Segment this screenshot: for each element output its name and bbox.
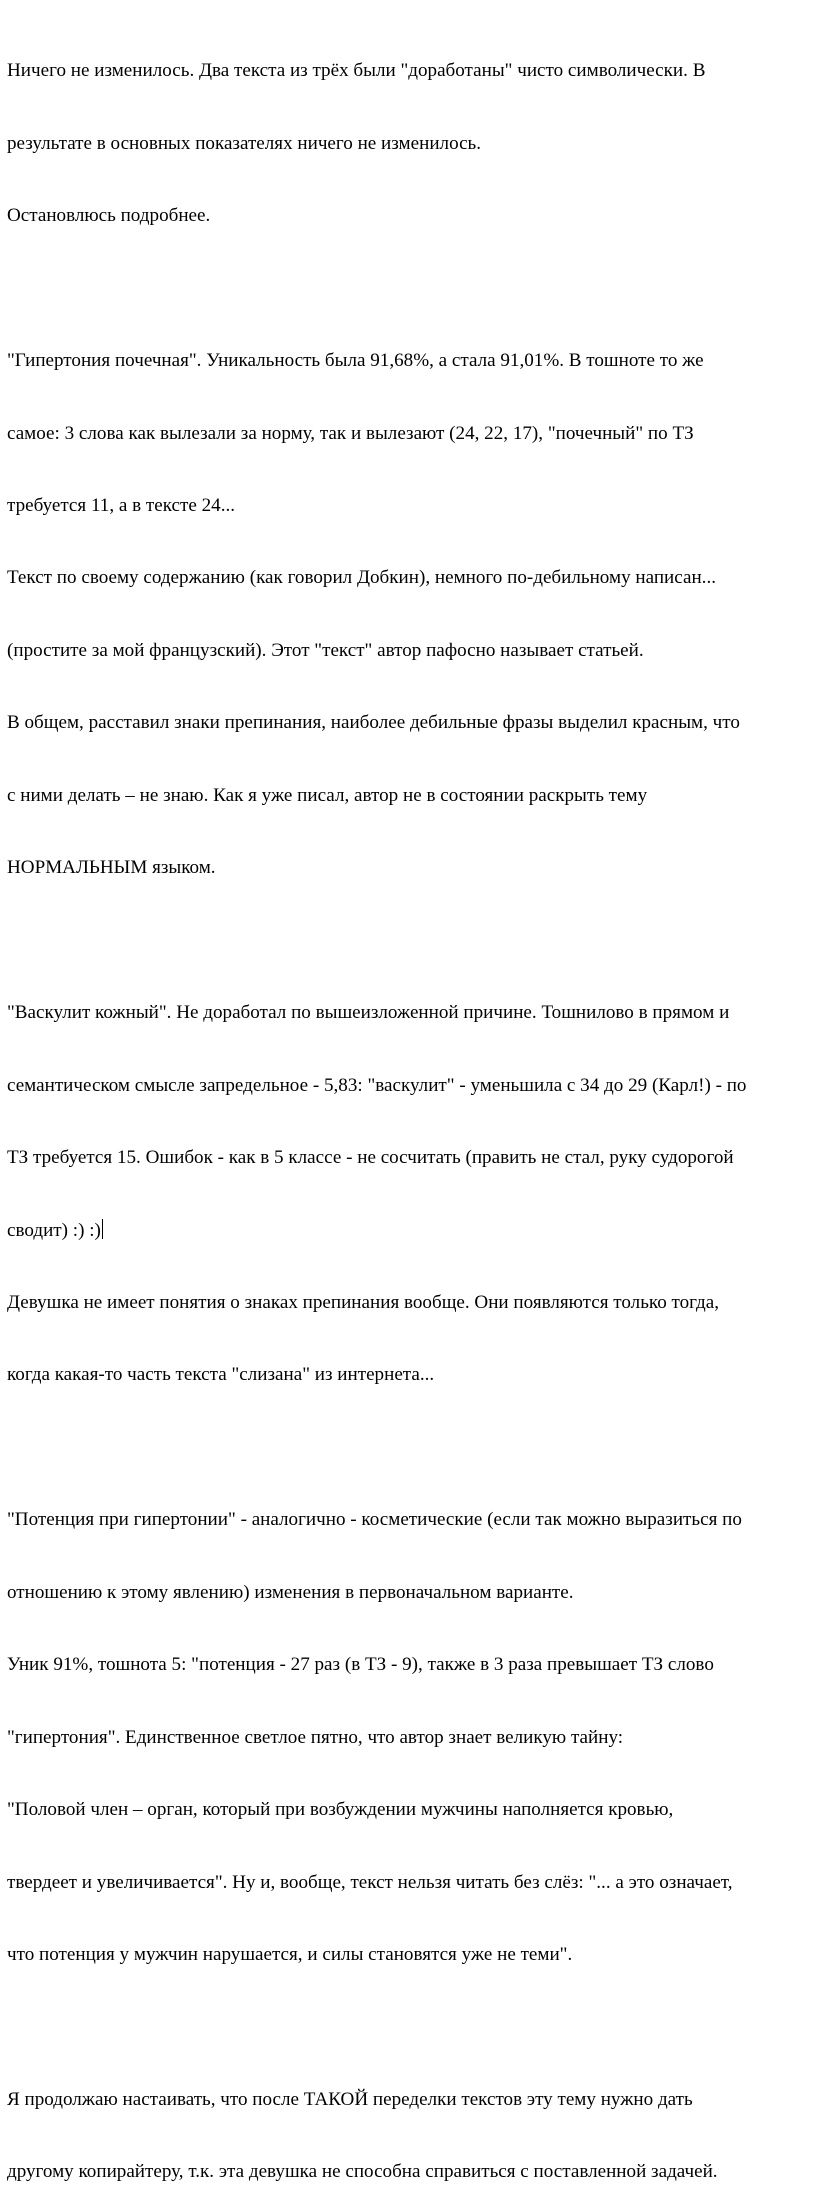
text-line-17: сводит) :) :)	[7, 1219, 101, 1241]
text-line-26: твердеет и увеличивается". Ну и, вообще, текст нельзя читать без слёз: "... а это означает,	[7, 1871, 733, 1893]
text-line-7: требуется 11, а в тексте 24...	[7, 495, 236, 517]
text-line-27: что потенция у мужчин нарушается, и силы становятся уже не теми".	[7, 1944, 573, 1966]
blank-line	[7, 1436, 819, 1460]
blank-line	[7, 929, 819, 953]
blank-line	[7, 277, 819, 301]
text-line-22: отношению к этому явлению) изменения в первоначальном варианте.	[7, 1581, 574, 1603]
text-line-15: семантическом смысле запредельное - 5,83: "васкулит" - уменьшила с 34 до 29 (Карл!) - по	[7, 1074, 747, 1096]
text-line-19: когда какая-то часть текста "слизана" из интернета...	[7, 1364, 435, 1386]
text-line-24: "гипертония". Единственное светлое пятно, что автор знает великую тайну:	[7, 1726, 624, 1748]
text-line-9: (простите за мой французский). Этот "текст" автор пафосно называет статьей.	[7, 639, 644, 661]
text-line-12: НОРМАЛЬНЫМ языком.	[7, 857, 216, 879]
blank-line	[7, 2016, 819, 2040]
document-body[interactable]	[7, 11, 819, 2209]
text-line-2: результате в основных показателях ничего не изменилось.	[7, 132, 482, 154]
text-line-10: В общем, расставил знаки препинания, наиболее дебильные фразы выделил красным, что	[7, 712, 740, 734]
text-line-5: "Гипертония почечная". Уникальность была 91,68%, а стала 91,01%. В тошноте то же	[7, 350, 704, 372]
text-line-3: Остановлюсь подробнее.	[7, 205, 211, 227]
text-line-17-with-caret	[7, 1219, 819, 1243]
text-line-14: "Васкулит кожный". Не доработал по вышеизложенной причине. Тошнилово в прямом и	[7, 1002, 730, 1024]
text-line-29: Я продолжаю настаивать, что после ТАКОЙ переделки текстов эту тему нужно дать	[7, 2089, 693, 2110]
text-line-6: самое: 3 слова как вылезали за норму, так и вылезают (24, 22, 17), "почечный" по ТЗ	[7, 422, 694, 444]
text-line-16: ТЗ требуется 15. Ошибок - как в 5 классе - не сосчитать (править не стал, руку судорогой	[7, 1147, 734, 1169]
text-line-18: Девушка не имеет понятия о знаках препинания вообще. Они появляются только тогда,	[7, 1292, 720, 1314]
text-line-23: Уник 91%, тошнота 5: "потенция - 27 раз (в ТЗ - 9), также в 3 раза превышает ТЗ слово	[7, 1654, 714, 1676]
text-cursor	[102, 1219, 103, 1239]
text-line-11: с ними делать – не знаю. Как я уже писал, автор не в состоянии раскрыть тему	[7, 784, 648, 806]
text-line-21: "Потенция при гипертонии" - аналогично - косметические (если так можно выразиться по	[7, 1509, 742, 1531]
text-line-1: Ничего не изменилось. Два текста из трёх были "доработаны" чисто символически. В	[7, 60, 706, 82]
text-line-25: "Половой член – орган, который при возбуждении мужчины наполняется кровью,	[7, 1799, 674, 1821]
text-line-30: другому копирайтеру, т.к. эта девушка не способна справиться с поставленной задачей.	[7, 2161, 718, 2183]
text-line-8: Текст по своему содержанию (как говорил Добкин), немного по-дебильному написан...	[7, 567, 716, 589]
